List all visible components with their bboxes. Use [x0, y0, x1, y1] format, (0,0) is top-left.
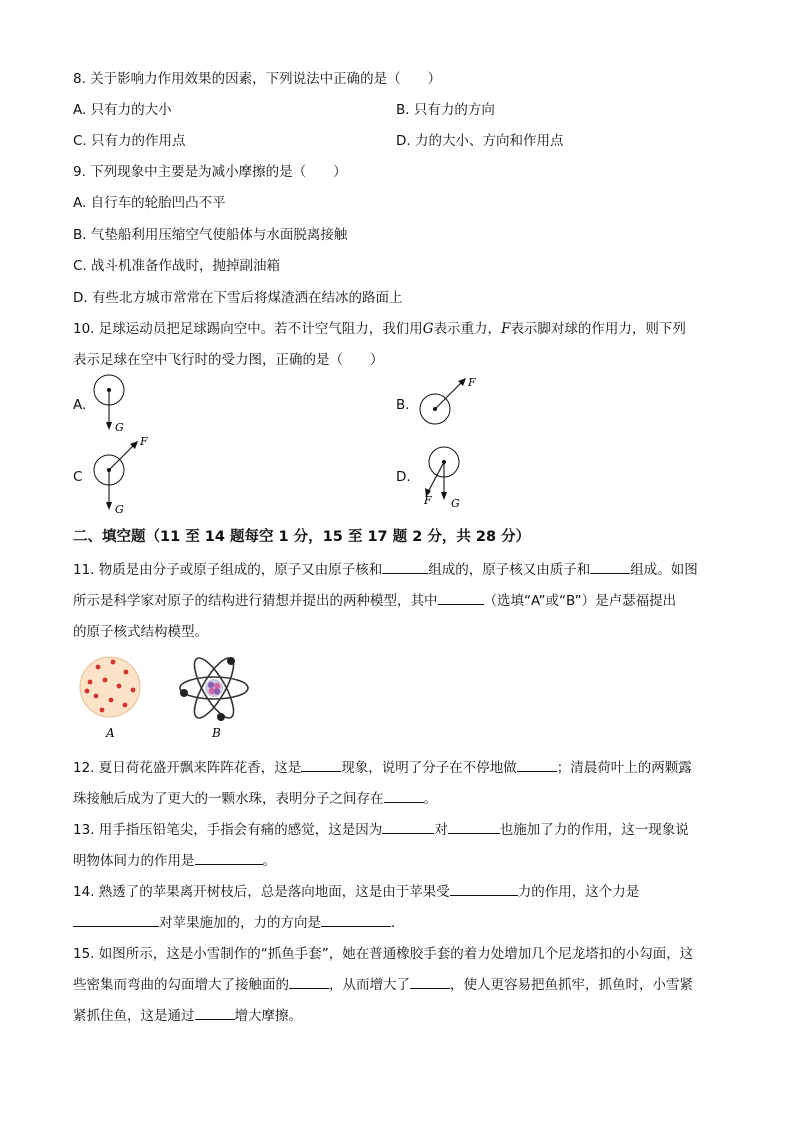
answer-blank[interactable] [195, 851, 263, 865]
q10-option-d-label: D. [396, 469, 411, 485]
q15-line1: 15. 如图所示，这是小雪制作的“抓鱼手套”，她在普通橡胶手套的着力处增加几个尼龙塔扣的小勾面，这 [73, 946, 694, 962]
answer-blank[interactable] [195, 1006, 235, 1020]
q10-option-b-label: B. [396, 397, 410, 413]
answer-blank[interactable] [382, 820, 434, 834]
answer-blank[interactable] [450, 882, 518, 896]
q15-line3: 紧抓住鱼，这是通过 增大摩擦。 [73, 1008, 302, 1024]
q9-option-a: A. 自行车的轮胎凹凸不平 [73, 195, 226, 211]
label-g: G [115, 421, 124, 434]
answer-blank[interactable] [384, 789, 424, 803]
arrowhead [106, 422, 112, 430]
arrowhead [441, 492, 447, 500]
q11-line1: 11. 物质是由分子或原子组成的，原子又由原子核和 组成的，原子核又由质子和 组成。如图 [73, 562, 698, 578]
label-g: G [115, 503, 124, 516]
symbol-g: G [422, 321, 434, 337]
q8-option-a: A. 只有力的大小 [73, 102, 172, 118]
answer-blank[interactable] [301, 758, 341, 772]
q12-line2: 珠接触后成为了更大的一颗水珠，表明分子之间存在 。 [73, 791, 437, 807]
nucleus [205, 679, 223, 697]
model-a-plum-pudding [80, 657, 140, 717]
answer-blank[interactable] [590, 560, 630, 574]
model-a-label: A [106, 726, 115, 740]
label-g: G [451, 497, 460, 510]
answer-blank[interactable] [517, 758, 557, 772]
model-b-label: B [212, 726, 221, 740]
q10-stem-line2: 表示足球在空中飞行时的受力图，正确的是（ ） [73, 352, 384, 368]
q9-stem: 9. 下列现象中主要是为减小摩擦的是（ ） [73, 164, 347, 180]
answer-blank[interactable] [73, 913, 159, 927]
q9-option-b: B. 气垫船利用压缩空气使船体与水面脱离接触 [73, 227, 348, 243]
answer-blank[interactable] [321, 913, 391, 927]
section-heading: 二、填空题（11 至 14 题每空 1 分，15 至 17 题 2 分，共 28 分） [73, 529, 531, 545]
answer-blank[interactable] [410, 975, 450, 989]
label-f: F [468, 376, 476, 389]
atom-models-figure [78, 650, 258, 742]
q10-option-a-label: A. [73, 397, 87, 413]
q12-line1: 12. 夏日荷花盛开飘来阵阵花香，这是 现象，说明了分子在不停地做 ；清晨荷叶上的两颗露 [73, 760, 692, 776]
q9-option-c: C. 战斗机准备作战时，抛掉副油箱 [73, 258, 281, 274]
q11-line3: 的原子核式结构模型。 [73, 624, 208, 640]
q8-stem: 8. 关于影响力作用效果的因素，下列说法中正确的是（ ） [73, 71, 442, 87]
force-f-arrow [435, 382, 462, 409]
q10-diagram-a [88, 370, 138, 436]
label-f: F [140, 435, 148, 448]
arrowhead [106, 502, 112, 510]
q8-option-d: D. 力的大小、方向和作用点 [396, 133, 564, 149]
q9-option-d: D. 有些北方城市常常在下雪后将煤渣洒在结冰的路面上 [73, 290, 403, 306]
answer-blank[interactable] [289, 975, 329, 989]
q13-line2: 明物体间力的作用是 。 [73, 853, 276, 869]
q10-diagram-d [410, 440, 480, 514]
q10-option-c-label: C [73, 469, 83, 485]
answer-blank[interactable] [448, 820, 500, 834]
answer-blank[interactable] [382, 560, 428, 574]
q8-option-c: C. 只有力的作用点 [73, 133, 186, 149]
symbol-f: F [501, 321, 511, 337]
q10-diagram-c [88, 432, 158, 518]
answer-blank[interactable] [438, 591, 484, 605]
q13-line1: 13. 用手指压铅笔尖，手指会有痛的感觉，这是因为 对 也施加了力的作用，这一现象说 [73, 822, 689, 838]
q14-line2: 对苹果施加的，力的方向是 ． [73, 911, 405, 931]
q14-line1: 14. 熟透了的苹果离开树枝后，总是落向地面，这是由于苹果受 力的作用，这个力是 [73, 884, 640, 900]
q8-option-b: B. 只有力的方向 [396, 102, 495, 118]
model-b-nuclear [180, 653, 248, 723]
q15-line2: 些密集而弯曲的勾面增大了接触面的 ，从而增大了 ，使人更容易把鱼抓牢，抓鱼时，小雪紧 [73, 977, 693, 993]
force-f-arrow [109, 445, 134, 470]
q10-diagram-b [414, 372, 484, 434]
q11-line2: 所示是科学家对原子的结构进行猜想并提出的两种模型，其中 （选填“A”或“B”）是卢瑟福提出 [73, 593, 677, 609]
q10-stem-line1: 10. 足球运动员把足球踢向空中。若不计空气阻力，我们用G表示重力，F表示脚对球的作用力，则下列 [73, 321, 686, 337]
label-f: F [424, 494, 432, 507]
